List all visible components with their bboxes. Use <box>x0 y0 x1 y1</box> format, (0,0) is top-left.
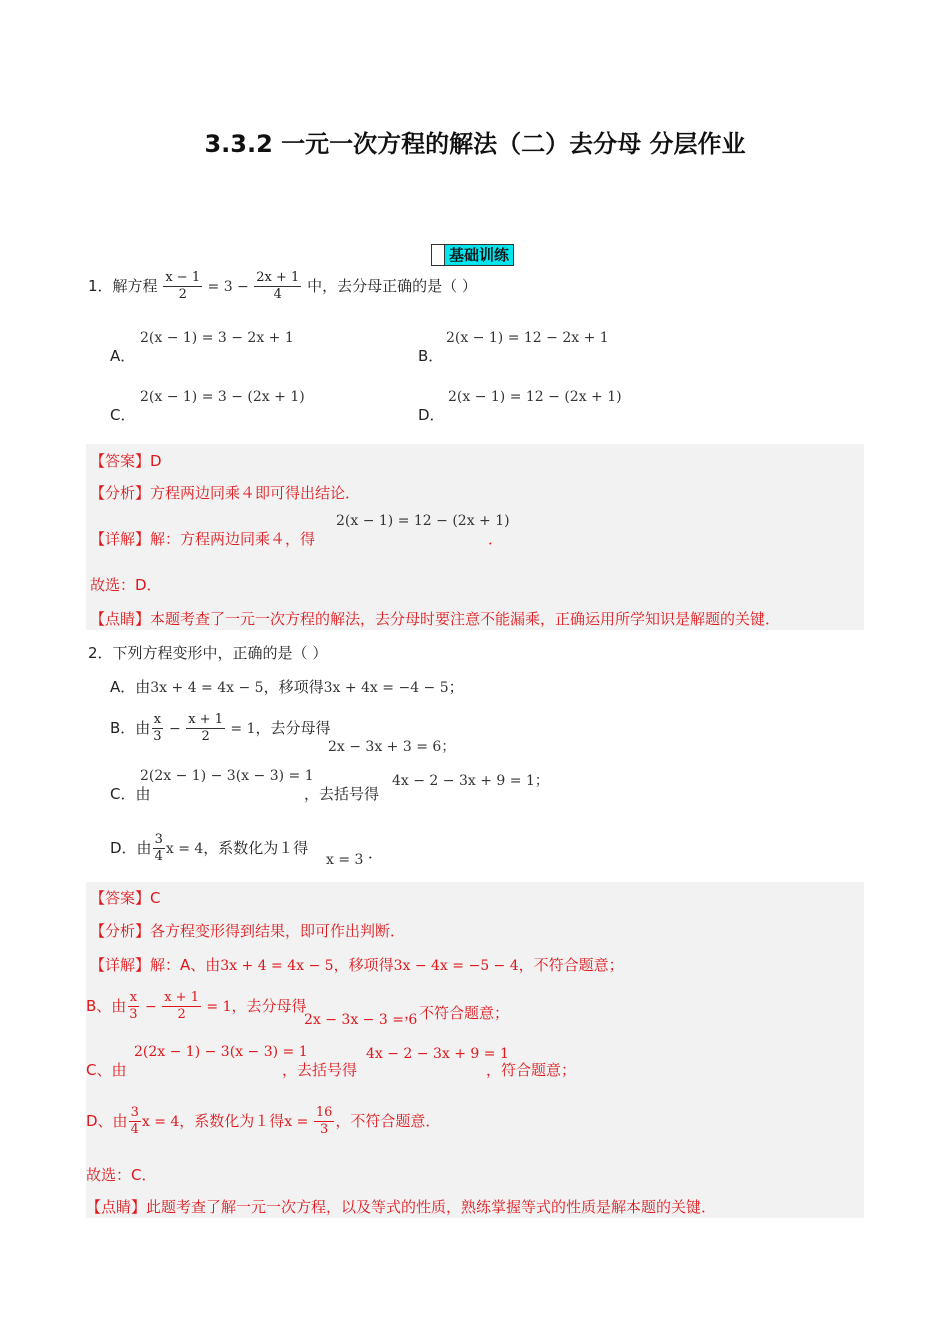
q2-d-mid: ，系数化为１得 <box>203 839 309 857</box>
q2-da-eq1: 3x + 4 = 4x − 5 <box>220 958 334 974</box>
q2-analysis: 【分析】各方程变形得到结果，即可作出判断． <box>90 922 406 940</box>
q2-stem: 2．下列方程变形中，正确的是（ ） <box>88 644 328 662</box>
q2-comment: 【点睛】此题考查了解一元一次方程，以及等式的性质，熟练掌握等式的性质是解本题的关键． <box>86 1198 717 1216</box>
q2-dc-eq2: 4x − 2 − 3x + 9 = 1 <box>366 1046 509 1062</box>
q2-c-suffix: ； <box>534 773 549 789</box>
q2-detail-b <box>86 990 307 1023</box>
q2-dc-eq1: 2(2x − 1) − 3(x − 3) = 1 <box>134 1044 308 1060</box>
q2-dc-mid: ，去括号得 <box>282 1061 358 1079</box>
q2-db-eq2: 2x − 3x − 3 = 6 <box>304 1012 418 1028</box>
q2-a-eq2: 3x + 4x = −4 − 5 <box>323 680 449 696</box>
q2-b-eq2-text: 2x − 3x + 3 = 6 <box>328 739 442 755</box>
q2-dd-eq2-pre: x = <box>284 1114 313 1130</box>
q2-db-frac2 <box>162 990 201 1023</box>
q1-frac1-num: x − 1 <box>165 270 201 285</box>
q1-comment: 【点睛】本题考查了一元一次方程的解法，去分母时要注意不能漏乘，正确运用所学知识是解题的关键． <box>90 610 781 628</box>
q2-dd-f2d: 3 <box>319 1122 329 1137</box>
q2-dd-f2n: 16 <box>315 1105 333 1120</box>
q2-d-fn: 3 <box>154 832 163 847</box>
q2-dd-frac <box>129 1105 141 1138</box>
q2-dd-fn: 3 <box>130 1105 139 1120</box>
q2-b-eq-rest: = 1 <box>225 721 256 737</box>
q1-eq-mid: = 3 − <box>203 279 254 295</box>
q2-dd-eq-rest: x = 4 <box>141 1114 180 1130</box>
q1-option-d-label: D． <box>418 406 445 424</box>
q2-a-mid: ，移项得 <box>263 678 324 696</box>
q1-answer: 【答案】D <box>90 452 162 470</box>
q1-choice: 故选：D． <box>90 576 162 594</box>
q1-option-a-label: A． <box>110 347 136 365</box>
q2-option-b <box>110 712 331 745</box>
q1-frac2-num: 2x + 1 <box>256 270 300 285</box>
q1-detail-suffix: ． <box>488 530 504 548</box>
q2-c-eq1: 2(2x − 1) − 3(x − 3) = 1 <box>140 768 314 784</box>
q2-dc-suffix: ，符合题意； <box>486 1061 577 1079</box>
q1-analysis: 【分析】方程两边同乘４即可得出结论． <box>90 484 361 502</box>
q2-dd-suffix: ，不符合题意． <box>335 1112 441 1130</box>
q2-da-suffix: ，不符合题意； <box>518 956 624 974</box>
q1-option-b-eq: 2(x − 1) = 12 − 2x + 1 <box>446 330 609 346</box>
q1-option-d-eq: 2(x − 1) = 12 − (2x + 1) <box>448 389 622 405</box>
q2-dd-frac2 <box>314 1105 335 1138</box>
q2-b-minus: − <box>164 721 186 737</box>
q2-d-eq-rest: x = 4 <box>165 841 204 857</box>
q2-dd-prefix: D、由 <box>86 1112 128 1130</box>
q2-a-prefix: A．由 <box>110 678 151 696</box>
q2-b-eq2 <box>328 736 455 756</box>
q2-b-prefix: B．由 <box>110 719 151 737</box>
q2-d-suffix: ． <box>368 844 384 862</box>
q2-c-eq2 <box>392 770 549 790</box>
q1-frac1-den: 2 <box>178 287 187 302</box>
q2-db-f2d: 2 <box>177 1007 186 1022</box>
q1-detail-prefix: 【详解】解：方程两边同乘４，得 <box>90 530 316 548</box>
q2-option-a <box>110 676 464 697</box>
q2-db-frac1 <box>127 990 139 1023</box>
q1-fraction-2 <box>254 270 301 303</box>
q1-option-c-label: C． <box>110 406 136 424</box>
q2-a-eq1: 3x + 4 = 4x − 5 <box>150 680 264 696</box>
q2-da-prefix: 【详解】解：A、由 <box>90 956 221 974</box>
q2-db-suffix: ，不符合题意； <box>404 1004 510 1022</box>
q2-answer: 【答案】C <box>90 889 161 907</box>
q2-option-d <box>110 832 308 865</box>
q1-prefix: 1．解方程 <box>88 277 158 295</box>
q1-option-c-eq: 2(x − 1) = 3 − (2x + 1) <box>140 389 305 405</box>
q2-choice: 故选：C． <box>86 1166 157 1184</box>
q2-d-eq2: x = 3 <box>326 852 364 868</box>
q2-db-f2n: x + 1 <box>164 990 199 1005</box>
q2-c-prefix: C．由 <box>110 785 151 803</box>
q2-b-frac2 <box>186 712 225 745</box>
q2-db-minus: − <box>140 999 162 1015</box>
q2-detail-a <box>90 954 624 975</box>
q2-da-eq2: 3x − 4x = −5 − 4 <box>393 958 519 974</box>
q2-b-frac1 <box>151 712 163 745</box>
q2-d-prefix: D．由 <box>110 839 152 857</box>
q2-dc-prefix: C、由 <box>86 1061 127 1079</box>
q2-detail-d <box>86 1105 440 1138</box>
section-badge <box>431 244 514 266</box>
q2-da-mid: ，移项得 <box>333 956 394 974</box>
q2-db-f1d: 3 <box>129 1007 138 1022</box>
q2-b-f2n: x + 1 <box>188 712 223 727</box>
q1-detail <box>90 528 315 549</box>
q2-b-suffix: ； <box>441 739 456 755</box>
q2-db-eq-rest: = 1 <box>201 999 232 1015</box>
q2-db-prefix: B、由 <box>86 997 127 1015</box>
q1-stem <box>88 270 477 303</box>
q1-suffix: 中，去分母正确的是（ ） <box>307 277 477 295</box>
q2-c-eq2-text: 4x − 2 − 3x + 9 = 1 <box>392 773 535 789</box>
q2-a-suffix: ； <box>448 678 464 696</box>
q2-b-f1d: 3 <box>153 729 162 744</box>
q1-detail-eq: 2(x − 1) = 12 − (2x + 1) <box>336 513 510 529</box>
q2-b-mid: ，去分母得 <box>255 719 331 737</box>
q2-d-fd: 4 <box>154 849 163 864</box>
q2-dd-mid: ，系数化为１得 <box>179 1112 285 1130</box>
q1-frac2-den: 4 <box>273 287 282 302</box>
badge-left-box <box>431 244 444 266</box>
q2-c-mid: ，去括号得 <box>304 785 380 803</box>
q2-db-f1n: x <box>129 990 138 1005</box>
q1-option-a-eq: 2(x − 1) = 3 − 2x + 1 <box>140 330 294 346</box>
q2-dd-fd: 4 <box>130 1122 139 1137</box>
q1-option-b-label: B． <box>418 347 444 365</box>
section-label: 基础训练 <box>444 244 514 266</box>
q2-db-mid: ，去分母得 <box>231 997 307 1015</box>
q2-d-frac <box>153 832 165 865</box>
q2-b-f1n: x <box>153 712 162 727</box>
page-title: 3.3.2 一元一次方程的解法（二）去分母 分层作业 <box>204 130 746 158</box>
q2-b-f2d: 2 <box>201 729 210 744</box>
q1-fraction-1 <box>163 270 202 303</box>
